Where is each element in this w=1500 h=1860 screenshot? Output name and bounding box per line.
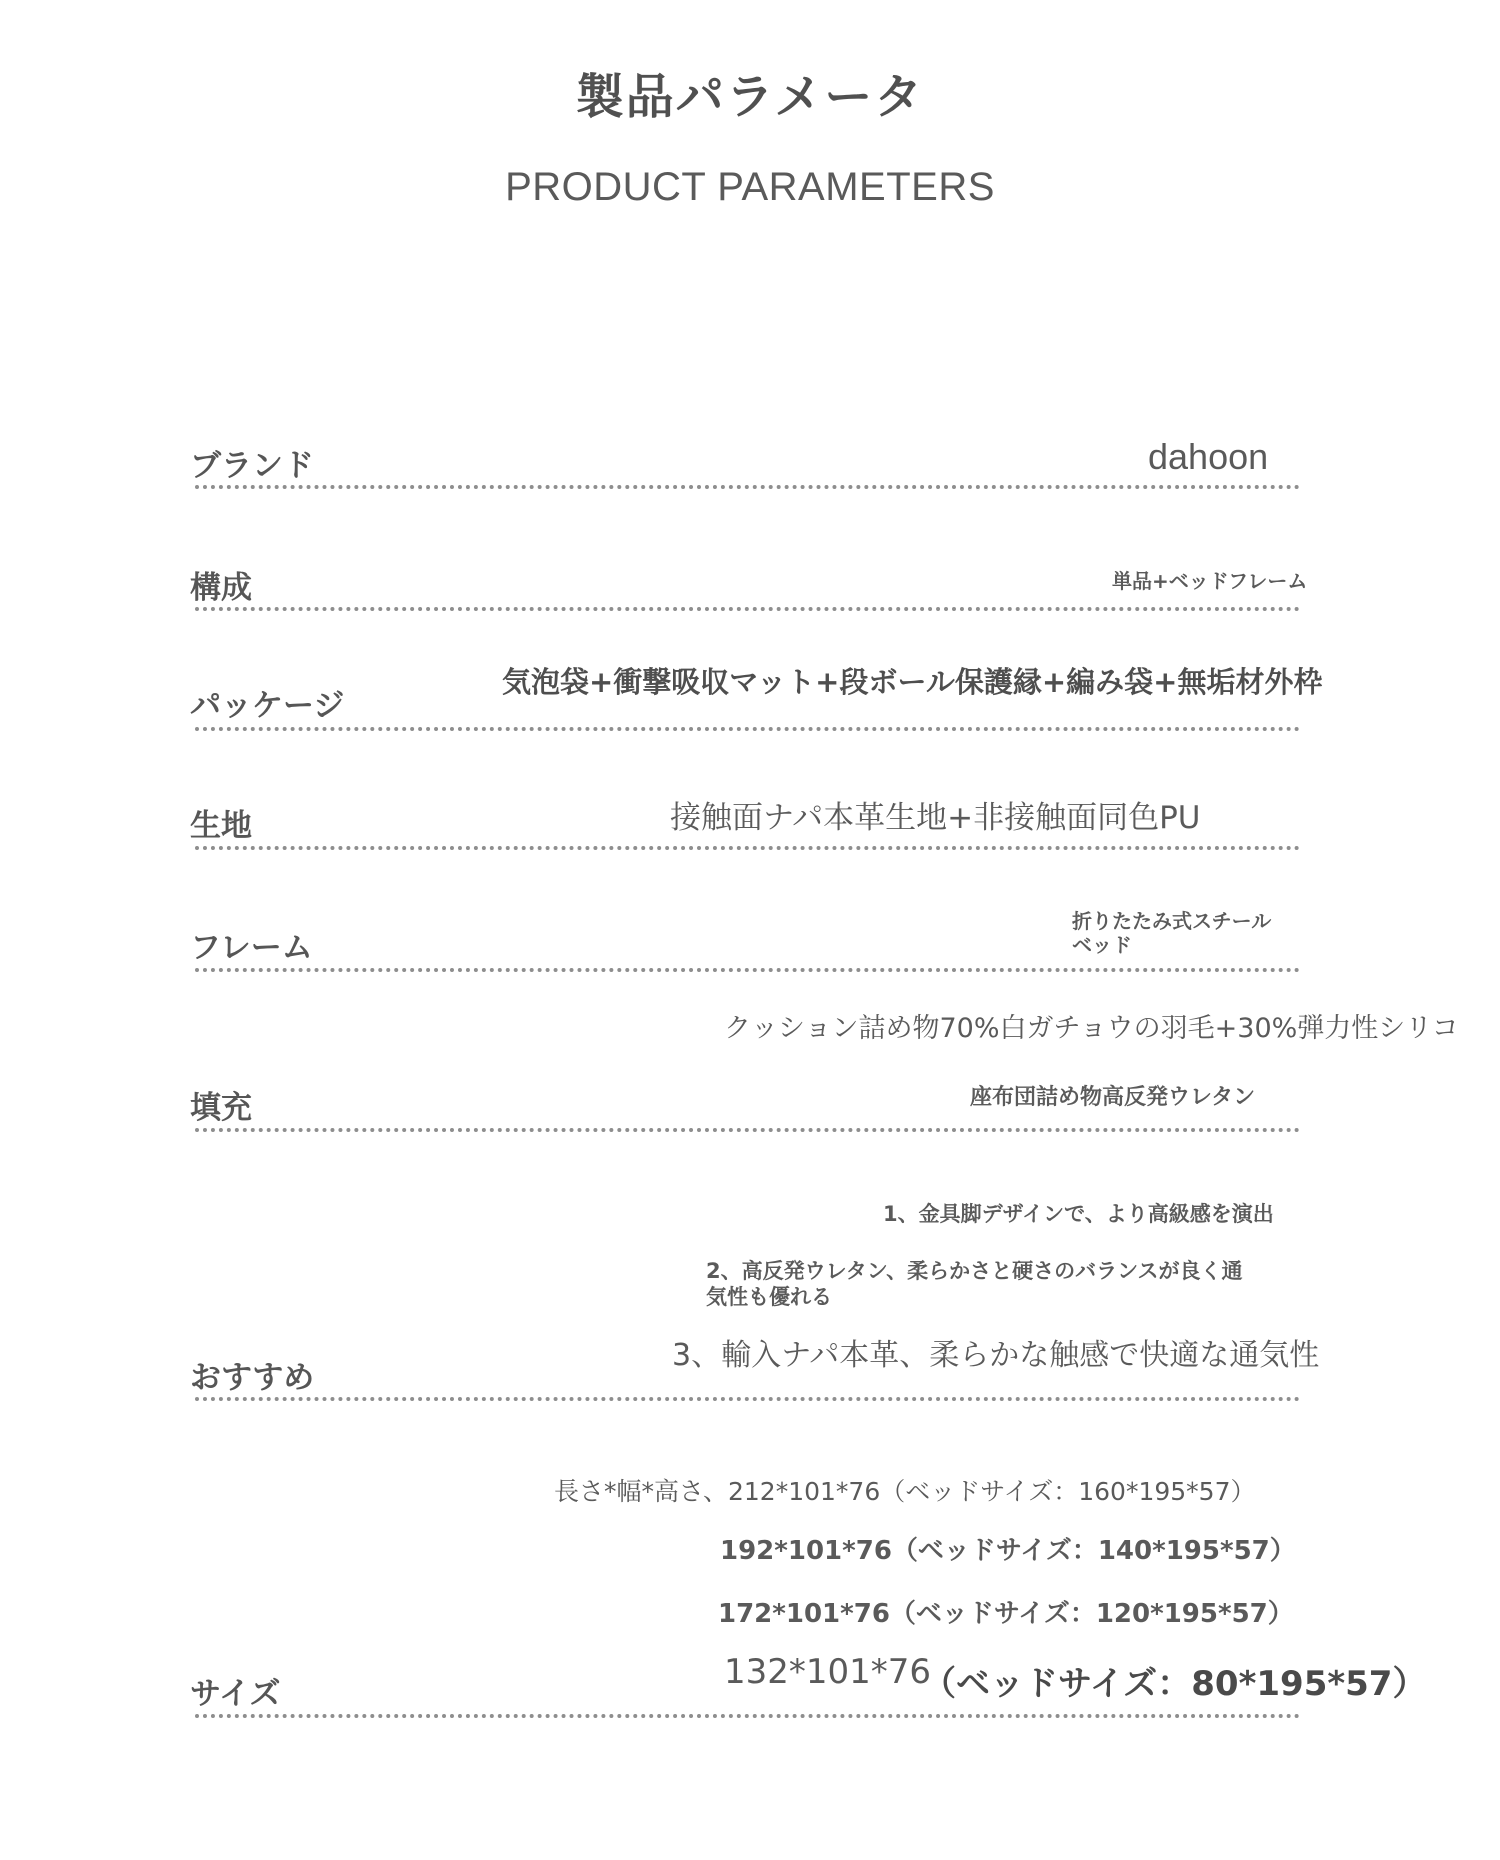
filling-value-cushion: クッション詰め物70%白ガチョウの羽毛+30%弾力性シリコ	[724, 1013, 1459, 1044]
row-label-fabric: 生地	[190, 808, 252, 844]
row-label-filling: 填充	[190, 1090, 252, 1126]
size-value-1: 長さ*幅*高さ、212*101*76（ベッドサイズ：160*195*57）	[554, 1477, 1256, 1506]
size-value-2: 192*101*76（ベッドサイズ：140*195*57）	[720, 1536, 1296, 1566]
row-label-frame: フレーム	[190, 930, 313, 966]
size-value-3: 172*101*76（ベッドサイズ：120*195*57）	[718, 1599, 1294, 1629]
fabric-value: 接触面ナパ本革生地+非接触面同色PU	[670, 800, 1201, 836]
row-divider	[195, 1714, 1300, 1718]
recommend-point-1: 1、金具脚デザインで、より高級感を演出	[883, 1202, 1274, 1226]
recommend-point-2-line-2: 気性も優れる	[706, 1285, 832, 1309]
row-divider	[195, 727, 1300, 731]
frame-value-line-1: 折りたたみ式スチール	[1072, 909, 1272, 933]
row-label-size: サイズ	[190, 1676, 281, 1712]
row-label-recommend: おすすめ	[190, 1360, 315, 1396]
package-value: 気泡袋+衝撃吸収マット+段ボール保護縁+編み袋+無垢材外枠	[502, 665, 1323, 699]
row-divider	[195, 1128, 1300, 1132]
recommend-point-3: 3、輸入ナパ本革、柔らかな触感で快適な通気性	[672, 1338, 1320, 1373]
row-label-package: パッケージ	[190, 688, 345, 724]
brand-value: dahoon	[1148, 436, 1269, 477]
row-label-brand: ブランド	[190, 448, 314, 484]
row-label-composition: 構成	[190, 570, 252, 606]
recommend-point-2-line-1: 2、高反発ウレタン、柔らかさと硬さのバランスが良く通	[706, 1259, 1243, 1283]
page-subtitle: PRODUCT PARAMETERS	[505, 165, 995, 209]
frame-value-line-2: ベッド	[1072, 933, 1132, 957]
size-value-4-bed: （ベッドサイズ：80*195*57）	[922, 1664, 1427, 1704]
size-value-4-dims: 132*101*76	[724, 1652, 932, 1692]
row-divider	[195, 846, 1300, 850]
filling-value-seat: 座布団詰め物高反発ウレタン	[970, 1085, 1256, 1110]
row-divider	[195, 968, 1300, 972]
row-divider	[195, 607, 1300, 611]
row-divider	[195, 485, 1300, 489]
page-title: 製品パラメータ	[575, 69, 925, 125]
row-divider	[195, 1397, 1300, 1401]
composition-value: 単品+ベッドフレーム	[1112, 569, 1308, 593]
